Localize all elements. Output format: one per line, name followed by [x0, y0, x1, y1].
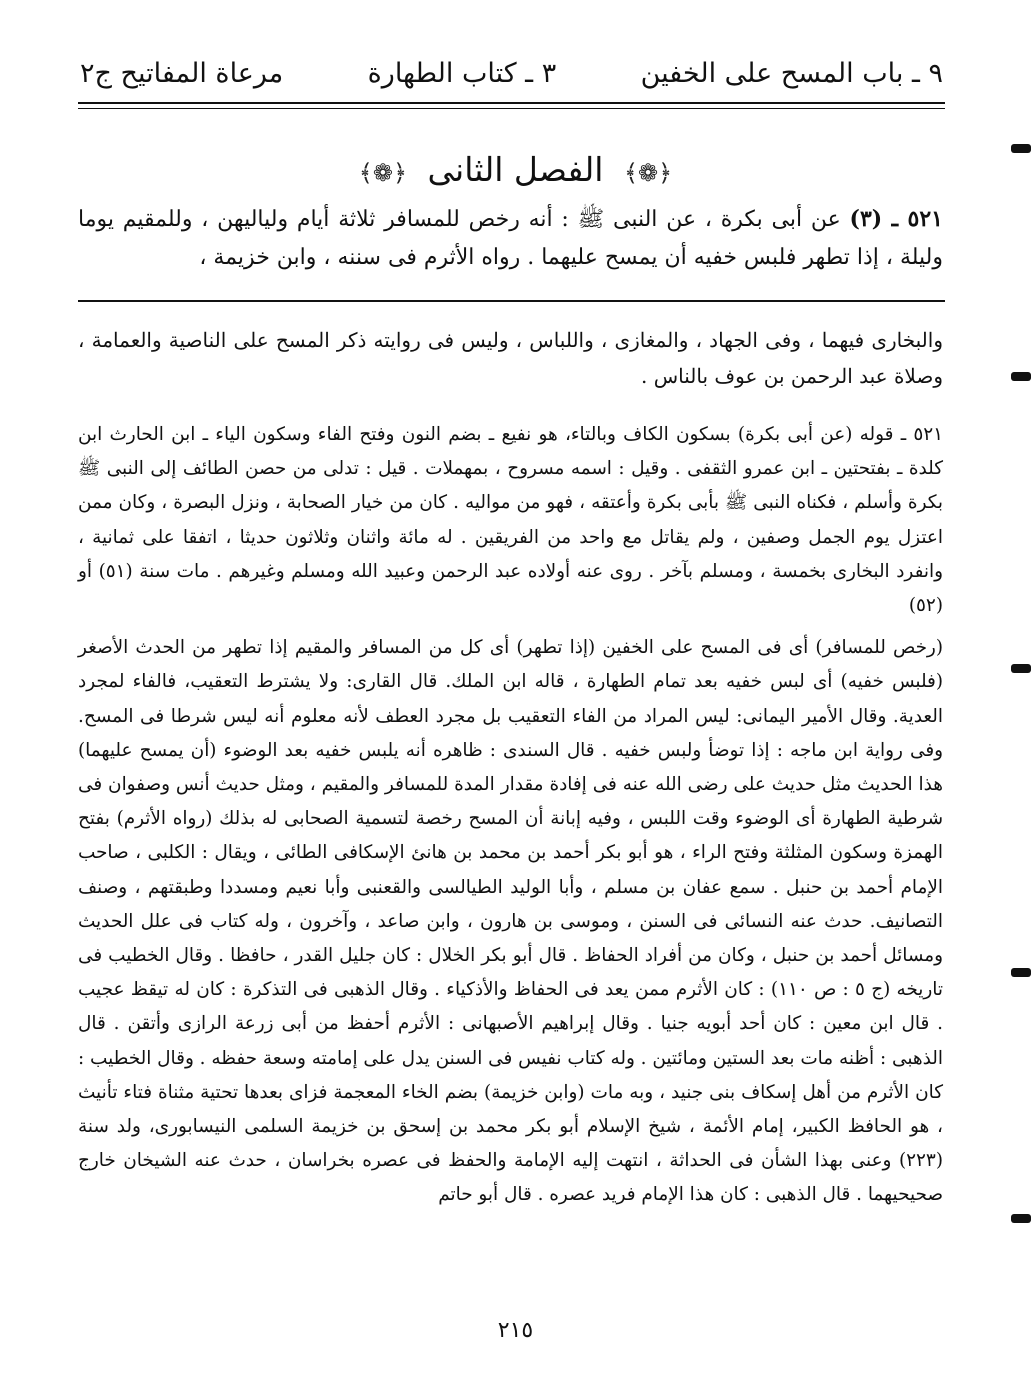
- hadith-body: عن أبى بكرة ، عن النبى ﷺ : أنه رخص للمسافر ثلاثة أيام ولياليهن ، وللمقيم يوما وليلة ، إذا تطهر فلبس خفيه أن يمسح عليهما . رواه الأثرم فى سننه ، وابن خزيمة ،: [78, 207, 943, 270]
- margin-marker: [1011, 1214, 1031, 1223]
- header-rule-thin: [78, 108, 945, 109]
- margin-marker: [1011, 372, 1031, 381]
- commentary-continuation: والبخارى فيهما ، وفى الجهاد ، والمغازى ، واللباس ، وليس فى روايته ذكر المسح على الناصية والعمامة ، وصلاة عبد الرحمن بن عوف بالناس .: [78, 328, 943, 388]
- commentary-paragraph: ٥٢١ ـ قوله (عن أبى بكرة) بسكون الكاف وبالتاء، هو نفيع ـ بضم النون وفتح الفاء وسكون الياء ـ ابن الحارث ابن كلدة ـ بفتحتين ـ ابن عمرو الثقفى . وقيل : اسمه مسروح ، بمهملات . قيل : تدلى من حصن الطائف إلى النبى ﷺ بكرة وأسلم ، فكناه النبى ﷺ بأبى بكرة وأعتقه ، فهو من مواليه . كان من خيار الصحابة ، ونزل البصرة ، وكان ممن اعتزل يوم الجمل وصفين ، ولم يقاتل مع واحد من الفريقين . له مائة واثنان وثلاثون حديثا ، اتفقا على ثمانية ، وانفرد البخارى بخمسة ، ومسلم بآخر . روى عنه أولاده عبد الرحمن وعبيد الله ومسلم وغيرهم . مات سنة (٥١) أو (٥٢): [78, 424, 943, 617]
- section-title: [0, 150, 1031, 189]
- commentary-body: [78, 418, 943, 1221]
- header-rule-thick: [78, 102, 945, 104]
- footnote-rule: [78, 300, 945, 302]
- commentary-paragraph: (رخص للمسافر) أى فى المسح على الخفين (إذا تطهر) أى كل من المسافر والمقيم إذا تطهر من الحدث الأصغر (فلبس خفيه) أى لبس خفيه بعد تمام الطهارة ، قاله ابن الملك. قال القارى: ولا يشترط التعقيب، فالفاء لمجرد العدية. وقال الأمير اليمانى: ليس المراد من الفاء التعقيب بل مجرد العطف لأنه معلوم أنه ليس شرطا فى المسح. وفى رواية ابن ماجه : إذا توضأ ولبس خفيه . قال السندى : ظاهره أنه يلبس خفيه بعد الوضوء (أن يمسح عليهما) هذا الحديث مثل حديث على رضى الله عنه فى إفادة مقدار المدة للمسافر والمقيم ، ومثل حديث أنس وصفوان فى شرطية الطهارة أى الوضوء وقت اللبس ، وفيه إبانة أن المسح رخصة لتسمية الصحابى له بذلك (رواه الأثرم) بفتح الهمزة وسكون المثلثة وفتح الراء ، هو أبو بكر أحمد بن محمد بن هانئ الإسكافى الطائى ، ويقال : الكلبى ، صاحب الإمام أحمد بن حنبل . سمع عفان بن مسلم ، وأبا الوليد الطيالسى والقعنبى وأبا نعيم ومسددا وطبقتهم ، وصنف التصانيف. حدث عنه النسائى فى السنن ، وموسى بن هارون ، وابن صاعد ، وآخرون ، وله كتاب فى علل الحديث ومسائل أحمد بن حنبل ، وكان من أفراد الحفاظ . قال أبو بكر الخلال : كان جليل القدر ، حافظا . وقال الخطيب فى تاريخه (ج ٥ : ص ١١٠) : كان الأثرم ممن يعد فى الحفاظ والأذكياء . وقال الذهبى فى التذكرة : كان له تيقظ عجيب . قال ابن معين : كان أحد أبويه جنيا . وقال إبراهيم الأصبهانى : الأثرم أحفظ من أبى زرعة الرازى وأتقن . قال الذهبى : أظنه مات بعد الستين ومائتين . وله كتاب نفيس فى السنن يدل على إمامته وسعة حفظه . وقال الخطيب : كان الأثرم من أهل إسكاف بنى جنيد ، وبه مات (وابن خزيمة) بضم الخاء المعجمة فزاى بعدها تحتية مثناة فتاء تأنيث ، هو الحافظ الكبير، إمام الأئمة ، شيخ الإسلام أبو بكر محمد بن إسحق بن خزيمة السلمى النيسابورى، ولد سنة (٢٢٣) وعنى بهذا الشأن فى الحداثة ، انتهت إليه الإمامة والحفظ فى عصره بخراسان ، حدث عنه الشيخان خارج صحيحيهما . قال الذهبى : كان هذا الإمام فريد عصره . قال أبو حاتم: [78, 637, 943, 1206]
- section-title-text: الفصل الثانى: [427, 150, 604, 189]
- margin-marker: [1011, 968, 1031, 977]
- header-book-title: مرعاة المفاتيح ج٢: [80, 57, 284, 89]
- margin-marker: [1011, 144, 1031, 153]
- header-chapter-section: ٩ ـ باب المسح على الخفين: [640, 57, 943, 89]
- ornament-right-icon: ﴿❁﴾: [623, 159, 673, 187]
- header-book-chapter: ٣ ـ كتاب الطهارة: [367, 57, 557, 89]
- hadith-number: ٥٢١ ـ (٣): [849, 206, 943, 232]
- margin-marker: [1011, 664, 1031, 673]
- running-header: [80, 48, 943, 98]
- hadith-text: [78, 200, 943, 277]
- page-number: ٢١٥: [497, 1318, 534, 1343]
- ornament-left-icon: ﴿❁﴾: [358, 159, 408, 187]
